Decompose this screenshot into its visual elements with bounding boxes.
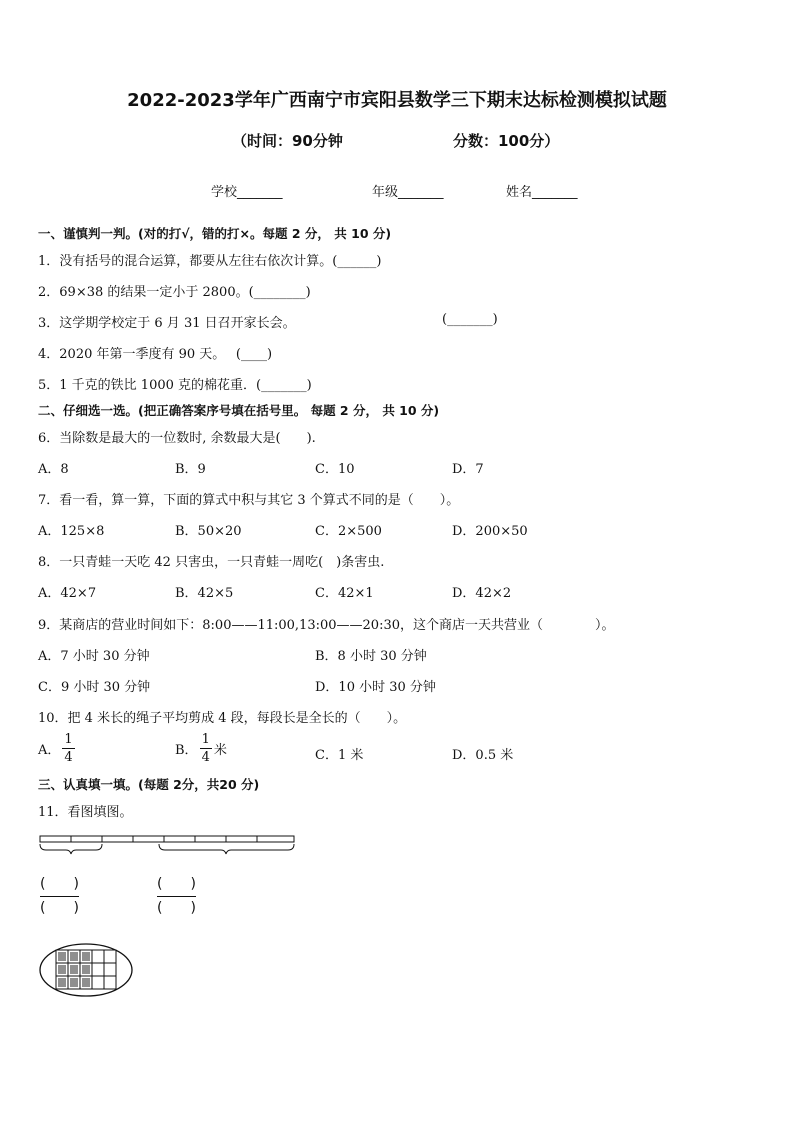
q11-fraction-blank-2[interactable]: [157, 876, 196, 917]
q6-option-c[interactable]: C．10: [315, 462, 355, 477]
question-7: 7．看一看，算一算，下面的算式中积与其它 3 个算式不同的是（ ）。: [38, 493, 460, 508]
section-1-heading: 一、谨慎判一判。(对的打√，错的打×。每题 2 分， 共 10 分): [38, 226, 392, 241]
q10-option-b-fraction: [200, 733, 212, 764]
segment-bar-figure: [36, 830, 298, 860]
q7-option-d[interactable]: D．200×50: [452, 524, 528, 539]
q9-option-d[interactable]: D．10 小时 30 分钟: [315, 680, 436, 695]
q10-option-d[interactable]: D．0.5 米: [452, 748, 514, 763]
q10-option-b-label: B．: [175, 743, 198, 758]
q10-option-a-label: A．: [38, 743, 61, 758]
school-field[interactable]: 学校_______: [211, 185, 283, 200]
q6-option-a[interactable]: A．8: [38, 462, 69, 477]
question-3: 3．这学期学校定于 6 月 31 日召开家长会。: [38, 316, 296, 331]
fraction-blank-numerator[interactable]: ( ): [157, 876, 196, 897]
question-11: 11．看图填图。: [38, 805, 133, 820]
page-title: 2022-2023学年广西南宁市宾阳县数学三下期末达标检测模拟试题: [127, 90, 667, 111]
q7-option-c[interactable]: C．2×500: [315, 524, 382, 539]
q10-option-a-fraction: [62, 733, 74, 764]
fraction-blank-numerator[interactable]: ( ): [40, 876, 79, 897]
q10-option-b-unit: 米: [213, 743, 227, 758]
question-3-blank[interactable]: (_______): [442, 312, 498, 327]
q9-option-a[interactable]: A．7 小时 30 分钟: [38, 649, 150, 664]
q10-option-b[interactable]: [175, 733, 227, 764]
question-2: 2．69×38 的结果一定小于 2800。(________): [38, 285, 311, 300]
fraction-denominator: 4: [64, 750, 73, 765]
question-6: 6．当除数是最大的一位数时, 余数最大是( ).: [38, 431, 316, 446]
question-5: 5．1 千克的铁比 1000 克的棉花重．(_______): [38, 378, 312, 393]
question-10: 10．把 4 米长的绳子平均剪成 4 段，每段长是全长的（ ）。: [38, 711, 407, 726]
q8-option-b[interactable]: B．42×5: [175, 586, 234, 601]
question-8: 8．一只青蛙一天吃 42 只害虫，一只青蛙一周吃( )条害虫.: [38, 555, 385, 570]
fraction-numerator: 1: [64, 732, 73, 747]
q9-option-c[interactable]: C．9 小时 30 分钟: [38, 680, 151, 695]
oval-grid-figure: [38, 942, 134, 998]
q8-option-a[interactable]: A．42×7: [38, 586, 97, 601]
exam-score: 分数：100分）: [453, 132, 560, 150]
q7-option-b[interactable]: B．50×20: [175, 524, 242, 539]
q8-option-c[interactable]: C．42×1: [315, 586, 374, 601]
question-9: 9．某商店的营业时间如下：8:00——11:00,13:00——20:30，这个商店一天共营业（ ）。: [38, 618, 615, 633]
q7-option-a[interactable]: A．125×8: [38, 524, 105, 539]
exam-time: （时间：90分钟: [232, 132, 343, 150]
fraction-blank-denominator[interactable]: ( ): [40, 899, 79, 916]
fraction-numerator: 1: [201, 732, 210, 747]
q10-option-c[interactable]: C．1 米: [315, 748, 364, 763]
section-3-heading: 三、认真填一填。(每题 2分，共20 分): [38, 777, 260, 792]
q6-option-b[interactable]: B．9: [175, 462, 206, 477]
question-1: 1．没有括号的混合运算，都要从左往右依次计算。(______): [38, 254, 382, 269]
fraction-blank-denominator[interactable]: ( ): [157, 899, 196, 916]
fraction-denominator: 4: [201, 750, 210, 765]
grade-field[interactable]: 年级_______: [372, 185, 444, 200]
section-2-heading: 二、仔细选一选。(把正确答案序号填在括号里。 每题 2 分， 共 10 分): [38, 403, 440, 418]
question-4: 4．2020 年第一季度有 90 天。 (____): [38, 347, 273, 362]
name-field[interactable]: 姓名_______: [506, 185, 578, 200]
q6-option-d[interactable]: D．7: [452, 462, 484, 477]
q11-fraction-blank-1[interactable]: [40, 876, 79, 917]
q9-option-b[interactable]: B．8 小时 30 分钟: [315, 649, 427, 664]
q8-option-d[interactable]: D．42×2: [452, 586, 512, 601]
q10-option-a[interactable]: [38, 733, 77, 764]
